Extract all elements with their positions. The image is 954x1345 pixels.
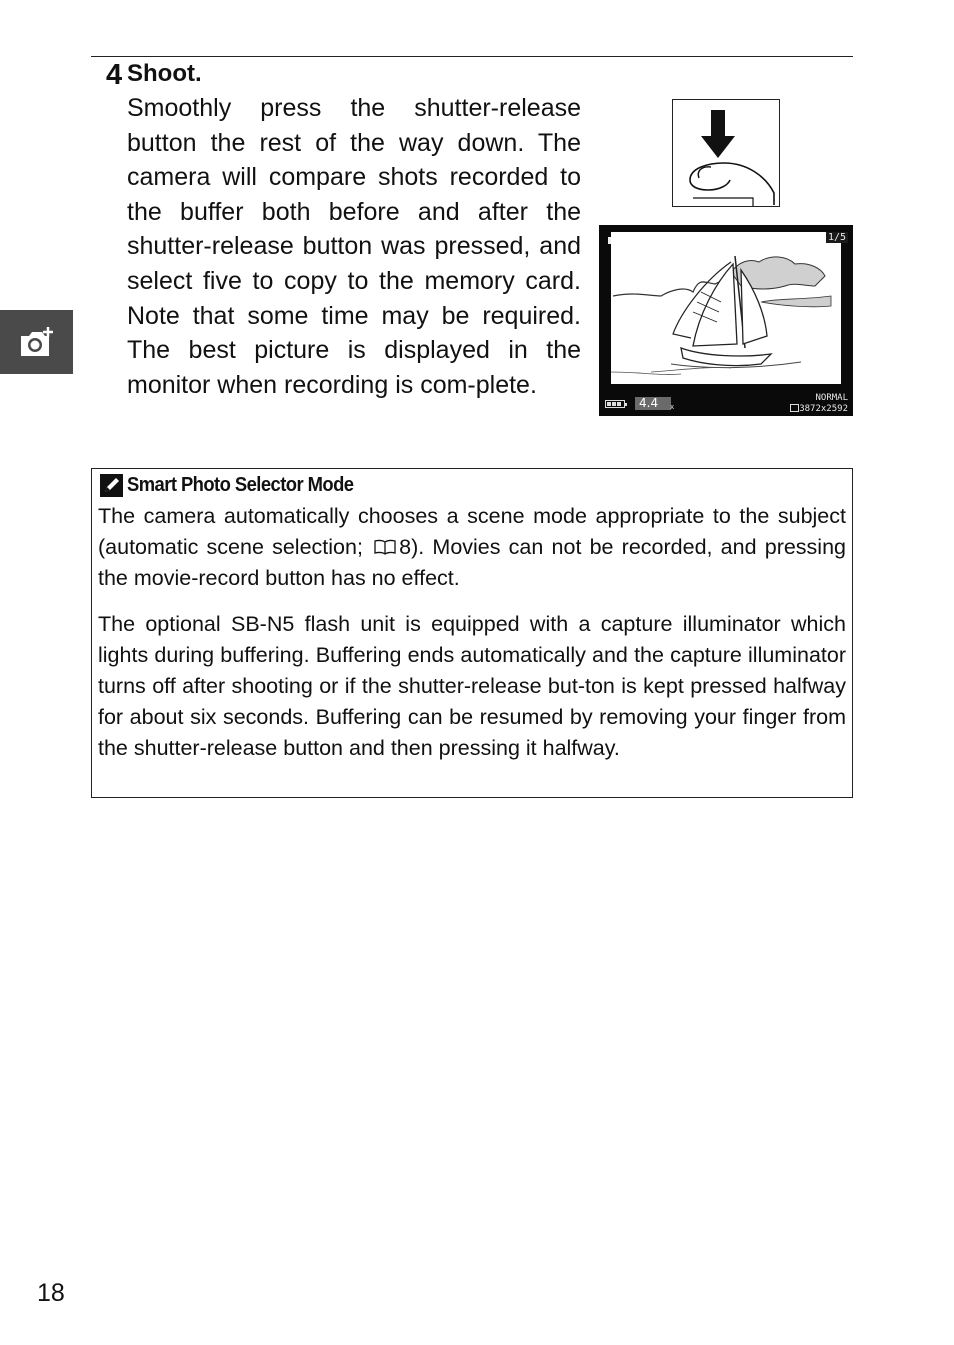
step-title: Shoot. [127, 60, 202, 87]
image-size-icon [790, 404, 799, 412]
page-reference[interactable]: 8). [399, 535, 425, 559]
note-paragraph-1 [98, 501, 846, 594]
chapter-tab [0, 310, 73, 374]
note-title: Smart Photo Selector Mode [127, 474, 354, 496]
smart-photo-selector-icon [17, 324, 57, 360]
finger-press-icon [673, 100, 779, 206]
camera-monitor [599, 225, 853, 416]
sailboat-image [611, 232, 841, 384]
book-icon [373, 539, 397, 555]
top-rule [91, 56, 853, 57]
step-body: Smoothly press the shutter-release button the rest of the way down. The camera will compare shots recorded to the buffer both before and after the shutter-release button was pressed, and select five to copy to the memory card. Note that some time may be required. The best picture is displayed in the monitor when recording is com-plete. [127, 94, 581, 399]
note-paragraph-2: The optional SB-N5 flash unit is equipped with a capture illuminator which lights during buffering. Buffering ends automatically and the capture illuminator turns off after shooting or if the shutter-release but-ton is kept pressed halfway for about six seconds. Buffering can be resumed by removing your finger from the shutter-release button and then pressing it halfway. [98, 612, 846, 760]
note-paragraph-1-end: Movies can not be recorded, and pressing the movie-record button has no effect. [98, 535, 846, 590]
note-header [100, 474, 373, 497]
image-size-value: 3872x2592 [799, 404, 848, 414]
zoom-readout: 4.4 [635, 397, 671, 410]
shutter-press-illustration [672, 99, 780, 207]
image-quality-label: NORMAL [815, 393, 848, 403]
frame-counter: 1/5 [827, 232, 846, 243]
battery-icon [605, 400, 625, 408]
note-box [91, 468, 853, 798]
step-number: 4 [106, 59, 123, 91]
page-number: 18 [37, 1279, 65, 1307]
note-paragraph-1-start: The camera automatically chooses a scene mode appropriate to the subject (automatic scene selection; [98, 504, 846, 559]
pencil-icon [100, 474, 123, 497]
zoom-suffix: x [670, 403, 675, 411]
sailboat-preview [611, 232, 841, 384]
image-size-label [790, 404, 848, 415]
